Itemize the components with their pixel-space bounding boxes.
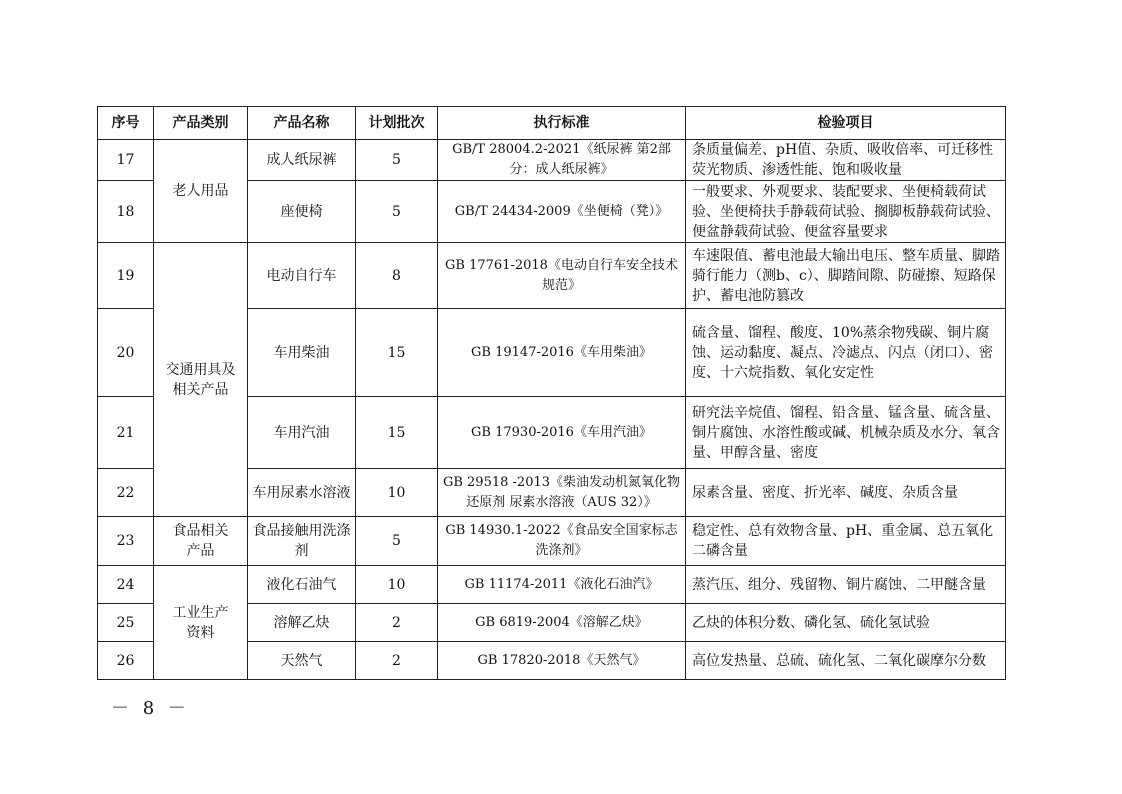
row-batches: 2 <box>356 604 438 642</box>
row-seq: 22 <box>98 469 154 517</box>
row-batches: 15 <box>356 309 438 397</box>
category-cell-transport: 交通用具及相关产品 <box>154 243 248 517</box>
row-seq: 17 <box>98 140 154 181</box>
category-cell-food: 食品相关产品 <box>154 517 248 566</box>
header-standard: 执行标准 <box>438 107 686 140</box>
category-cell-industrial: 工业生产资料 <box>154 566 248 680</box>
row-name: 电动自行车 <box>248 243 356 309</box>
table-header-row <box>98 107 1006 140</box>
row-name: 天然气 <box>248 642 356 680</box>
category-cell-elderly: 老人用品 <box>154 140 248 243</box>
row-seq: 26 <box>98 642 154 680</box>
row-seq: 19 <box>98 243 154 309</box>
header-name: 产品名称 <box>248 107 356 140</box>
table-row <box>98 517 1006 566</box>
row-items: 高位发热量、总硫、硫化氢、二氧化碳摩尔分数 <box>686 642 1006 680</box>
row-name: 成人纸尿裤 <box>248 140 356 181</box>
row-items: 尿素含量、密度、折光率、碱度、杂质含量 <box>686 469 1006 517</box>
header-seq: 序号 <box>98 107 154 140</box>
row-name: 食品接触用洗涤剂 <box>248 517 356 566</box>
row-batches: 15 <box>356 397 438 469</box>
row-name: 车用尿素水溶液 <box>248 469 356 517</box>
row-standard: GB 6819-2004《溶解乙炔》 <box>438 604 686 642</box>
row-batches: 10 <box>356 566 438 604</box>
row-batches: 5 <box>356 140 438 181</box>
row-items: 稳定性、总有效物含量、pH、重金属、总五氧化二磷含量 <box>686 517 1006 566</box>
table-row <box>98 566 1006 604</box>
row-name: 溶解乙炔 <box>248 604 356 642</box>
row-standard: GB 29518 -2013《柴油发动机氮氧化物还原剂 尿素水溶液（AUS 32）》 <box>438 469 686 517</box>
row-name: 液化石油气 <box>248 566 356 604</box>
header-batches: 计划批次 <box>356 107 438 140</box>
row-items: 一般要求、外观要求、装配要求、坐便椅载荷试验、坐便椅扶手静载荷试验、搁脚板静载荷试验、便盆静载荷试验、便盆容量要求 <box>686 181 1006 243</box>
row-items: 研究法辛烷值、馏程、铅含量、锰含量、硫含量、铜片腐蚀、水溶性酸或碱、机械杂质及水分、氧含量、甲醇含量、密度 <box>686 397 1006 469</box>
row-standard: GB 14930.1-2022《食品安全国家标志 洗涤剂》 <box>438 517 686 566</box>
row-items: 硫含量、馏程、酸度、10%蒸余物残碳、铜片腐蚀、运动黏度、凝点、冷滤点、闪点（闭口）、密度、十六烷指数、氧化安定性 <box>686 309 1006 397</box>
page-number: － 8 － <box>111 698 190 719</box>
table-row <box>98 140 1006 181</box>
row-seq: 21 <box>98 397 154 469</box>
row-batches: 2 <box>356 642 438 680</box>
table-row <box>98 243 1006 309</box>
row-items: 车速限值、蓄电池最大输出电压、整车质量、脚踏骑行能力（测b、c）、脚踏间隙、防碰擦、短路保护、蓄电池防篡改 <box>686 243 1006 309</box>
row-seq: 18 <box>98 181 154 243</box>
row-standard: GB 11174-2011《液化石油汽》 <box>438 566 686 604</box>
row-standard: GB/T 24434-2009《坐便椅（凳）》 <box>438 181 686 243</box>
row-items: 乙炔的体积分数、磷化氢、硫化氢试验 <box>686 604 1006 642</box>
row-items: 条质量偏差、pH值、杂质、吸收倍率、可迁移性荧光物质、渗透性能、饱和吸收量 <box>686 140 1006 181</box>
row-standard: GB/T 28004.2-2021《纸尿裤 第2部分：成人纸尿裤》 <box>438 140 686 181</box>
row-items: 蒸汽压、组分、残留物、铜片腐蚀、二甲醚含量 <box>686 566 1006 604</box>
row-batches: 8 <box>356 243 438 309</box>
row-name: 车用柴油 <box>248 309 356 397</box>
row-name: 座便椅 <box>248 181 356 243</box>
row-batches: 5 <box>356 181 438 243</box>
row-standard: GB 17930-2016《车用汽油》 <box>438 397 686 469</box>
row-batches: 5 <box>356 517 438 566</box>
row-standard: GB 17761-2018《电动自行车安全技术规范》 <box>438 243 686 309</box>
row-seq: 23 <box>98 517 154 566</box>
row-standard: GB 19147-2016《车用柴油》 <box>438 309 686 397</box>
row-seq: 25 <box>98 604 154 642</box>
header-items: 检验项目 <box>686 107 1006 140</box>
row-batches: 10 <box>356 469 438 517</box>
row-seq: 24 <box>98 566 154 604</box>
row-name: 车用汽油 <box>248 397 356 469</box>
row-seq: 20 <box>98 309 154 397</box>
header-category: 产品类别 <box>154 107 248 140</box>
inspection-plan-table <box>97 106 1006 680</box>
row-standard: GB 17820-2018《天然气》 <box>438 642 686 680</box>
